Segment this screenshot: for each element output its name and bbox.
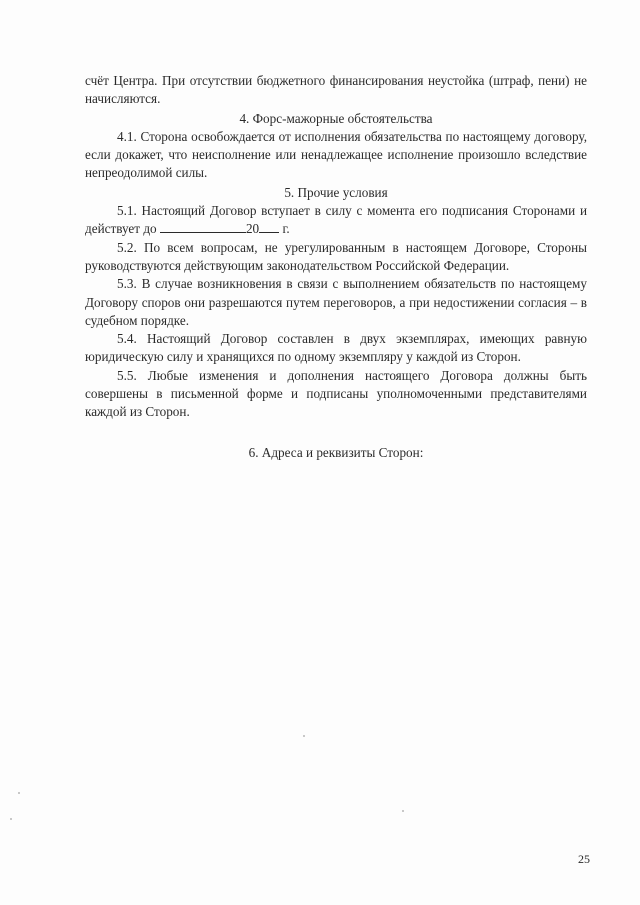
scan-speck bbox=[303, 735, 305, 737]
year-blank bbox=[259, 220, 279, 233]
paragraph-5-3: 5.3. В случае возникновения в связи с выполнением обязательств по настоящему Договору споров они разрешаются путем переговоров, а при недостижении согласия – в судебном порядке. bbox=[85, 276, 587, 328]
intro-paragraph: счёт Центра. При отсутствии бюджетного финансирования неустойка (штраф, пени) не начисляются. bbox=[85, 73, 587, 107]
paragraph-5-1 bbox=[85, 202, 587, 239]
paragraph-5-2: 5.2. По всем вопросам, не урегулированным в настоящем Договоре, Стороны руководствуются действующим законодательством Российской Федерации. bbox=[85, 239, 587, 273]
scan-speck bbox=[10, 818, 12, 820]
paragraph-5-4: 5.4. Настоящий Договор составлен в двух экземплярах, имеющих равную юридическую силу и хранящихся по одному экземпляру у каждой из Сторон. bbox=[85, 331, 587, 365]
year-suffix: г. bbox=[282, 221, 290, 237]
page-number: 25 bbox=[578, 852, 590, 866]
section-6-title: 6. Адреса и реквизиты Сторон: bbox=[248, 444, 424, 460]
year-prefix: 20 bbox=[245, 221, 260, 237]
scan-speck bbox=[18, 792, 20, 794]
scan-speck bbox=[402, 810, 404, 812]
section-5-title: 5. Прочие условия bbox=[284, 184, 388, 200]
paragraph-5-1-text: 5.1. Настоящий Договор вступает в силу с момента его подписания Сторонами и действует до bbox=[85, 203, 587, 237]
document-body bbox=[85, 72, 587, 462]
paragraph-4-1: 4.1. Сторона освобождается от исполнения обязательства по настоящему договору, если докажет, что неисполнение или ненадлежащее исполнение произошло вследствие непреодолимой силы. bbox=[85, 128, 587, 181]
section-4-title: 4. Форс-мажорные обстоятельства bbox=[239, 110, 433, 126]
paragraph-5-5: 5.5. Любые изменения и дополнения настоящего Договора должны быть совершены в письменной форме и подписаны уполномоченными представителями каждой из Сторон. bbox=[85, 367, 587, 420]
date-blank bbox=[160, 220, 246, 233]
